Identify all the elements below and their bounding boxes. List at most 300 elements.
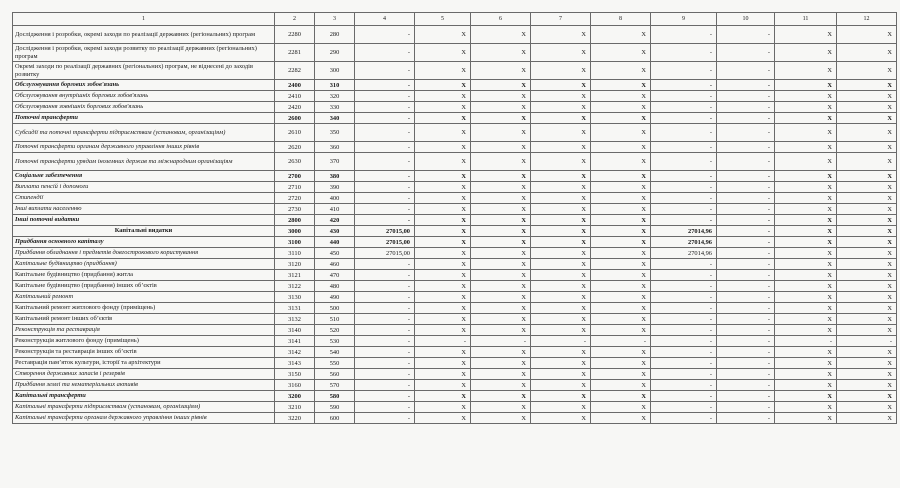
code-cell: 3132 <box>275 314 315 325</box>
value-cell: X <box>415 62 471 80</box>
value-cell: X <box>837 347 897 358</box>
column-header: 3 <box>315 13 355 26</box>
column-header: 5 <box>415 13 471 26</box>
line-code-cell: 300 <box>315 62 355 80</box>
value-cell: X <box>415 325 471 336</box>
value-cell: X <box>415 303 471 314</box>
line-code-cell: 520 <box>315 325 355 336</box>
value-cell: X <box>775 248 837 259</box>
value-cell: X <box>471 26 531 44</box>
table-row <box>13 124 897 142</box>
table-row <box>13 325 897 336</box>
value-cell: - <box>355 402 415 413</box>
line-code-cell: 410 <box>315 204 355 215</box>
table-row <box>13 142 897 153</box>
code-cell: 3220 <box>275 413 315 424</box>
row-label: Придбання основного капіталу <box>13 237 275 248</box>
value-cell: - <box>717 62 775 80</box>
value-cell: X <box>531 281 591 292</box>
value-cell: - <box>717 248 775 259</box>
value-cell: X <box>531 44 591 62</box>
value-cell: X <box>415 402 471 413</box>
value-cell: - <box>355 182 415 193</box>
value-cell: X <box>531 62 591 80</box>
line-code-cell: 540 <box>315 347 355 358</box>
code-cell: 3000 <box>275 226 315 237</box>
code-cell: 2700 <box>275 171 315 182</box>
value-cell: X <box>837 26 897 44</box>
value-cell: X <box>415 380 471 391</box>
value-cell: - <box>651 292 717 303</box>
value-cell: X <box>531 413 591 424</box>
value-cell: X <box>775 358 837 369</box>
table-row <box>13 182 897 193</box>
column-header: 12 <box>837 13 897 26</box>
value-cell: X <box>415 44 471 62</box>
table-row <box>13 193 897 204</box>
value-cell: - <box>651 44 717 62</box>
value-cell: - <box>717 369 775 380</box>
value-cell: X <box>415 80 471 91</box>
value-cell: X <box>471 171 531 182</box>
value-cell: - <box>717 358 775 369</box>
value-cell: - <box>717 347 775 358</box>
row-label: Дослідження і розробки, окремі заходи по реалізації державних (регіональних) програм <box>13 26 275 44</box>
row-label: Капітальне будівництво (придбання) <box>13 259 275 270</box>
row-label: Капітальний ремонт житлового фонду (приміщень) <box>13 303 275 314</box>
row-label: Реконструкція та реставрація <box>13 325 275 336</box>
value-cell: 27014,96 <box>651 248 717 259</box>
value-cell: X <box>531 325 591 336</box>
value-cell: X <box>531 358 591 369</box>
value-cell: X <box>775 124 837 142</box>
value-cell: X <box>591 193 651 204</box>
value-cell: X <box>531 292 591 303</box>
value-cell: - <box>717 80 775 91</box>
table-row <box>13 402 897 413</box>
value-cell: X <box>531 237 591 248</box>
value-cell: X <box>415 248 471 259</box>
table-row <box>13 26 897 44</box>
header-row <box>13 13 897 26</box>
value-cell: - <box>355 358 415 369</box>
value-cell: X <box>837 369 897 380</box>
value-cell: - <box>355 281 415 292</box>
table-row <box>13 358 897 369</box>
value-cell: X <box>471 248 531 259</box>
value-cell: 27015,00 <box>355 237 415 248</box>
row-label: Капітальне будівництво (придбання) інших об’єктів <box>13 281 275 292</box>
column-header: 1 <box>13 13 275 26</box>
table-row <box>13 113 897 124</box>
value-cell: X <box>591 402 651 413</box>
line-code-cell: 440 <box>315 237 355 248</box>
table-row <box>13 270 897 281</box>
value-cell: - <box>717 44 775 62</box>
code-cell: 3122 <box>275 281 315 292</box>
value-cell: X <box>471 142 531 153</box>
value-cell: X <box>415 226 471 237</box>
value-cell: X <box>837 44 897 62</box>
value-cell: X <box>531 26 591 44</box>
value-cell: X <box>837 303 897 314</box>
table-row <box>13 413 897 424</box>
value-cell: - <box>651 171 717 182</box>
value-cell: X <box>415 391 471 402</box>
value-cell: X <box>415 142 471 153</box>
column-header: 11 <box>775 13 837 26</box>
row-label: Інші виплати населенню <box>13 204 275 215</box>
row-label: Інші поточні видатки <box>13 215 275 226</box>
line-code-cell: 480 <box>315 281 355 292</box>
line-code-cell: 460 <box>315 259 355 270</box>
line-code-cell: 490 <box>315 292 355 303</box>
value-cell: X <box>837 380 897 391</box>
value-cell: - <box>651 124 717 142</box>
code-cell: 2630 <box>275 153 315 171</box>
table-row <box>13 259 897 270</box>
value-cell: X <box>775 193 837 204</box>
value-cell: - <box>355 369 415 380</box>
row-label: Капітальні трансферти органам державного управління інших рівнів <box>13 413 275 424</box>
value-cell: X <box>591 215 651 226</box>
value-cell: X <box>591 369 651 380</box>
table-row <box>13 80 897 91</box>
value-cell: X <box>837 237 897 248</box>
value-cell: X <box>415 314 471 325</box>
value-cell: X <box>837 413 897 424</box>
budget-report-table <box>12 12 897 424</box>
table-row <box>13 292 897 303</box>
value-cell: X <box>775 314 837 325</box>
table-row <box>13 226 897 237</box>
table-row <box>13 91 897 102</box>
code-cell: 2730 <box>275 204 315 215</box>
value-cell: X <box>775 171 837 182</box>
code-cell: 3131 <box>275 303 315 314</box>
line-code-cell: 310 <box>315 80 355 91</box>
line-code-cell: 530 <box>315 336 355 347</box>
row-label: Капітальні видатки <box>13 226 275 237</box>
line-code-cell: 380 <box>315 171 355 182</box>
value-cell: X <box>531 314 591 325</box>
value-cell: - <box>775 336 837 347</box>
code-cell: 2720 <box>275 193 315 204</box>
value-cell: - <box>717 91 775 102</box>
line-code-cell: 580 <box>315 391 355 402</box>
value-cell: - <box>717 204 775 215</box>
row-label: Капітальні трансферти <box>13 391 275 402</box>
value-cell: X <box>775 153 837 171</box>
value-cell: - <box>651 391 717 402</box>
table-row <box>13 369 897 380</box>
value-cell: X <box>471 193 531 204</box>
line-code-cell: 500 <box>315 303 355 314</box>
value-cell: - <box>651 369 717 380</box>
value-cell: X <box>415 413 471 424</box>
value-cell: X <box>531 369 591 380</box>
value-cell: X <box>591 113 651 124</box>
value-cell: - <box>717 303 775 314</box>
line-code-cell: 510 <box>315 314 355 325</box>
value-cell: X <box>531 193 591 204</box>
value-cell: X <box>415 182 471 193</box>
table-row <box>13 153 897 171</box>
value-cell: X <box>591 237 651 248</box>
value-cell: X <box>471 44 531 62</box>
value-cell: X <box>415 171 471 182</box>
line-code-cell: 350 <box>315 124 355 142</box>
value-cell: - <box>651 259 717 270</box>
row-label: Субсидії та поточні трансферти підприємствам (установам, організаціям) <box>13 124 275 142</box>
value-cell: X <box>775 226 837 237</box>
line-code-cell: 390 <box>315 182 355 193</box>
value-cell: - <box>355 62 415 80</box>
value-cell: - <box>651 26 717 44</box>
value-cell: - <box>355 91 415 102</box>
row-label: Капітальний ремонт інших об’єктів <box>13 314 275 325</box>
value-cell: X <box>531 402 591 413</box>
value-cell: X <box>471 215 531 226</box>
value-cell: X <box>415 124 471 142</box>
value-cell: - <box>651 193 717 204</box>
value-cell: X <box>775 182 837 193</box>
value-cell: - <box>717 380 775 391</box>
value-cell: X <box>471 292 531 303</box>
value-cell: X <box>837 259 897 270</box>
table-body <box>13 26 897 424</box>
line-code-cell: 360 <box>315 142 355 153</box>
value-cell: - <box>651 336 717 347</box>
row-label: Поточні трансферти органам державного управління інших рівнів <box>13 142 275 153</box>
value-cell: X <box>471 358 531 369</box>
row-label: Капітальні трансферти підприємствам (установам, організаціям) <box>13 402 275 413</box>
line-code-cell: 450 <box>315 248 355 259</box>
value-cell: X <box>591 62 651 80</box>
value-cell: X <box>775 26 837 44</box>
value-cell: X <box>531 153 591 171</box>
value-cell: - <box>355 44 415 62</box>
code-cell: 2710 <box>275 182 315 193</box>
value-cell: - <box>651 358 717 369</box>
value-cell: - <box>355 303 415 314</box>
row-label: Соціальне забезпечення <box>13 171 275 182</box>
value-cell: X <box>591 391 651 402</box>
line-code-cell: 400 <box>315 193 355 204</box>
value-cell: - <box>355 171 415 182</box>
value-cell: - <box>355 124 415 142</box>
value-cell: X <box>415 113 471 124</box>
value-cell: - <box>717 402 775 413</box>
code-cell: 2282 <box>275 62 315 80</box>
value-cell: - <box>717 325 775 336</box>
value-cell: - <box>717 336 775 347</box>
value-cell: - <box>717 26 775 44</box>
value-cell: X <box>775 237 837 248</box>
value-cell: X <box>775 259 837 270</box>
code-cell: 2600 <box>275 113 315 124</box>
value-cell: X <box>415 26 471 44</box>
value-cell: X <box>415 153 471 171</box>
code-cell: 2280 <box>275 26 315 44</box>
value-cell: X <box>531 113 591 124</box>
value-cell: - <box>717 259 775 270</box>
value-cell: X <box>775 292 837 303</box>
value-cell: X <box>591 204 651 215</box>
value-cell: - <box>355 142 415 153</box>
value-cell: X <box>775 402 837 413</box>
code-cell: 3120 <box>275 259 315 270</box>
value-cell: - <box>355 314 415 325</box>
line-code-cell: 370 <box>315 153 355 171</box>
value-cell: - <box>355 193 415 204</box>
value-cell: X <box>591 44 651 62</box>
row-label: Поточні трансферти урядам іноземних держав та міжнародним організаціям <box>13 153 275 171</box>
table-row <box>13 102 897 113</box>
code-cell: 3140 <box>275 325 315 336</box>
value-cell: X <box>471 369 531 380</box>
code-cell: 2400 <box>275 80 315 91</box>
column-header: 10 <box>717 13 775 26</box>
value-cell: - <box>355 391 415 402</box>
column-header: 2 <box>275 13 315 26</box>
value-cell: X <box>591 91 651 102</box>
value-cell: X <box>837 193 897 204</box>
value-cell: X <box>531 259 591 270</box>
value-cell: X <box>837 62 897 80</box>
value-cell: X <box>471 204 531 215</box>
value-cell: X <box>415 358 471 369</box>
value-cell: - <box>651 380 717 391</box>
value-cell: - <box>651 402 717 413</box>
code-cell: 3150 <box>275 369 315 380</box>
value-cell: X <box>471 80 531 91</box>
table-row <box>13 62 897 80</box>
value-cell: - <box>355 347 415 358</box>
row-label: Капітальний ремонт <box>13 292 275 303</box>
row-label: Придбання обладнання і предметів довгострокового користування <box>13 248 275 259</box>
table-row <box>13 204 897 215</box>
value-cell: - <box>651 80 717 91</box>
value-cell: X <box>591 413 651 424</box>
line-code-cell: 340 <box>315 113 355 124</box>
row-label: Реконструкція та реставрація інших об’єктів <box>13 347 275 358</box>
value-cell: X <box>415 193 471 204</box>
value-cell: X <box>591 171 651 182</box>
value-cell: X <box>837 182 897 193</box>
value-cell: X <box>837 391 897 402</box>
value-cell: - <box>355 26 415 44</box>
value-cell: X <box>591 226 651 237</box>
value-cell: - <box>717 226 775 237</box>
value-cell: - <box>651 91 717 102</box>
value-cell: X <box>531 270 591 281</box>
value-cell: - <box>355 215 415 226</box>
value-cell: X <box>837 142 897 153</box>
value-cell: X <box>591 380 651 391</box>
value-cell: X <box>775 270 837 281</box>
code-cell: 3121 <box>275 270 315 281</box>
value-cell: - <box>651 153 717 171</box>
value-cell: - <box>355 113 415 124</box>
row-label: Обслуговування зовнішніх боргових зобов'язань <box>13 102 275 113</box>
value-cell: - <box>717 215 775 226</box>
value-cell: X <box>775 102 837 113</box>
value-cell: X <box>775 347 837 358</box>
value-cell: X <box>775 281 837 292</box>
value-cell: X <box>837 215 897 226</box>
value-cell: X <box>837 171 897 182</box>
value-cell: - <box>355 270 415 281</box>
value-cell: - <box>355 380 415 391</box>
code-cell: 3141 <box>275 336 315 347</box>
row-label: Дослідження і розробки, окремі заходи розвитку по реалізації державних (регіональних) програм <box>13 44 275 62</box>
row-label: Створення державних запасів і резервів <box>13 369 275 380</box>
table-row <box>13 248 897 259</box>
value-cell: X <box>415 91 471 102</box>
value-cell: - <box>651 113 717 124</box>
value-cell: - <box>651 413 717 424</box>
line-code-cell: 330 <box>315 102 355 113</box>
value-cell: X <box>531 303 591 314</box>
value-cell: - <box>717 171 775 182</box>
value-cell: - <box>531 336 591 347</box>
value-cell: - <box>355 102 415 113</box>
value-cell: X <box>471 237 531 248</box>
value-cell: X <box>837 80 897 91</box>
value-cell: X <box>591 347 651 358</box>
value-cell: X <box>837 102 897 113</box>
row-label: Реконструкція житлового фонду (приміщень) <box>13 336 275 347</box>
value-cell: X <box>591 248 651 259</box>
value-cell: X <box>837 204 897 215</box>
table-row <box>13 303 897 314</box>
value-cell: X <box>837 314 897 325</box>
value-cell: - <box>651 142 717 153</box>
value-cell: X <box>471 325 531 336</box>
row-label: Обслуговування боргових зобов'язань <box>13 80 275 91</box>
code-cell: 3142 <box>275 347 315 358</box>
code-cell: 2410 <box>275 91 315 102</box>
value-cell: - <box>651 281 717 292</box>
row-label: Окремі заходи по реалізації державних (регіональних) програм, не віднесені до заходів розвитку <box>13 62 275 80</box>
line-code-cell: 420 <box>315 215 355 226</box>
value-cell: X <box>591 325 651 336</box>
value-cell: X <box>531 380 591 391</box>
value-cell: X <box>471 391 531 402</box>
table-row <box>13 314 897 325</box>
value-cell: X <box>837 91 897 102</box>
value-cell: X <box>591 153 651 171</box>
value-cell: - <box>717 182 775 193</box>
value-cell: - <box>717 292 775 303</box>
code-cell: 3130 <box>275 292 315 303</box>
value-cell: X <box>591 281 651 292</box>
value-cell: X <box>415 215 471 226</box>
value-cell: X <box>775 62 837 80</box>
value-cell: X <box>591 270 651 281</box>
value-cell: X <box>591 182 651 193</box>
value-cell: X <box>591 124 651 142</box>
line-code-cell: 560 <box>315 369 355 380</box>
line-code-cell: 290 <box>315 44 355 62</box>
value-cell: X <box>471 226 531 237</box>
code-cell: 2420 <box>275 102 315 113</box>
value-cell: X <box>837 292 897 303</box>
value-cell: X <box>531 171 591 182</box>
value-cell: X <box>837 153 897 171</box>
code-cell: 2620 <box>275 142 315 153</box>
